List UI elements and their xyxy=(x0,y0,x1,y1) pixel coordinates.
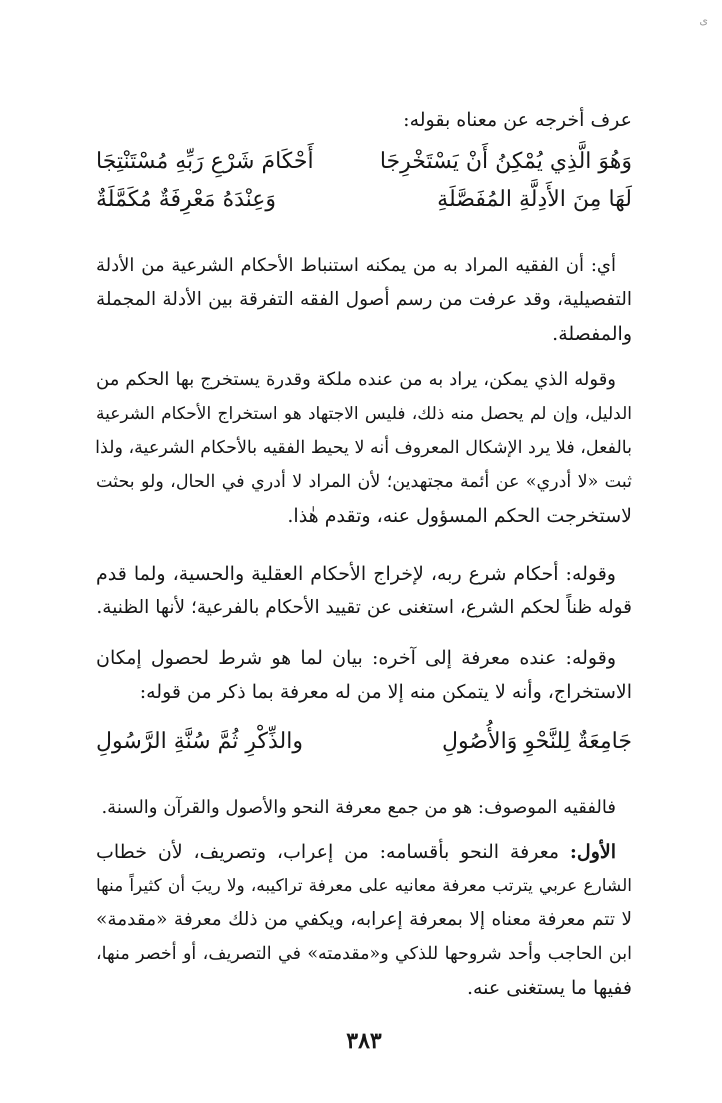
paragraph-line: التفصيلية، وقد عرفت من رسم أصول الفقه التفرقة بين الأدلة المجملة xyxy=(96,289,632,310)
book-page xyxy=(96,100,632,1090)
paragraph-5: فالفقيه الموصوف: هو من جمع معرفة النحو والأصول والقرآن والسنة. xyxy=(101,797,616,818)
verse-2-right: لَهَا مِنَ الأَدِلَّةِ المُفَصَّلَةِ xyxy=(437,187,632,212)
verse-1-right: وَهُوَ الَّذِي يُمْكِنُ أَنْ يَسْتَخْرِجَا xyxy=(379,149,632,174)
page-number: ٣٨٣ xyxy=(346,1028,382,1054)
paragraph-line: الاستخراج، وأنه لا يتمكن منه إلا من له معرفة بما ذكر من قوله: xyxy=(139,681,632,703)
paragraph-line: قوله ظناً لحكم الشرع، استغنى عن تقييد الأحكام بالفرعية؛ لأنها الظنية. xyxy=(96,597,632,618)
paragraph-line: ابن الحاجب وأحد شروحها للذكي و«مقدمته» في التصريف، أو أخصر منها، xyxy=(96,944,632,964)
section-lead: الأول: xyxy=(569,841,616,863)
verse-3-left: والذِّكْرِ ثُمَّ سُنَّةِ الرَّسُولِ xyxy=(96,729,303,754)
paragraph-line: الشارع عربي يترتب معرفة معانيه على معرفة تراكيبه، ولا ريبَ أن كثيراً منها xyxy=(96,876,632,896)
paragraph-line: ففيها ما يستغنى عنه. xyxy=(466,977,632,999)
paragraph-line: والمفصلة. xyxy=(552,323,632,345)
verse-1-left: أَحْكَامَ شَرْعِ رَبِّهِ مُسْتَنْتِجَا xyxy=(96,149,314,174)
paragraph-line: الدليل، وإن لم يحصل منه ذلك، فليس الاجتهاد هو استخراج الأحكام الشرعية xyxy=(96,404,632,424)
paragraph-line: وقوله: أحكام شرع ربه، لإخراج الأحكام العقلية والحسية، ولما قدم xyxy=(96,563,616,585)
paragraph-line: وقوله الذي يمكن، يراد به من عنده ملكة وقدرة يستخرج بها الحكم من xyxy=(96,369,616,390)
paragraph-line-rest: معرفة النحو بأقسامه: من إعراب، وتصريف، لأن خطاب xyxy=(96,841,570,863)
paragraph-line: أي: أن الفقيه المراد به من يمكنه استنباط الأحكام الشرعية من الأدلة xyxy=(96,255,616,276)
corner-mark: ی xyxy=(699,14,708,27)
paragraph-line: لاستخرجت الحكم المسؤول عنه، وتقدم هٰذا. xyxy=(287,505,632,527)
verse-3-right: جَامِعَةٌ لِلنَّحْوِ وَالأُصُولِ xyxy=(442,729,632,754)
verse-2-left: وَعِنْدَهُ مَعْرِفَةٌ مُكَمَّلَةٌ xyxy=(96,187,277,212)
paragraph-line xyxy=(96,836,616,868)
paragraph-line: بالفعل، فلا يرد الإشكال المعروف أنه لا يحيط الفقيه بالأحكام الشرعية، ولذا xyxy=(95,438,632,458)
intro-line: عرف أخرجه عن معناه بقوله: xyxy=(403,109,632,131)
paragraph-line: لا تتم معرفة معناه إلا بمعرفة إعرابه، ويكفي من ذلك معرفة «مقدمة» xyxy=(96,909,632,930)
paragraph-line: وقوله: عنده معرفة إلى آخره: بيان لما هو شرط لحصول إمكان xyxy=(96,647,616,669)
paragraph-line: ثبت «لا أدري» عن أئمة مجتهدين؛ لأن المراد لا أدري في الحال، ولو بحثت xyxy=(96,472,632,492)
